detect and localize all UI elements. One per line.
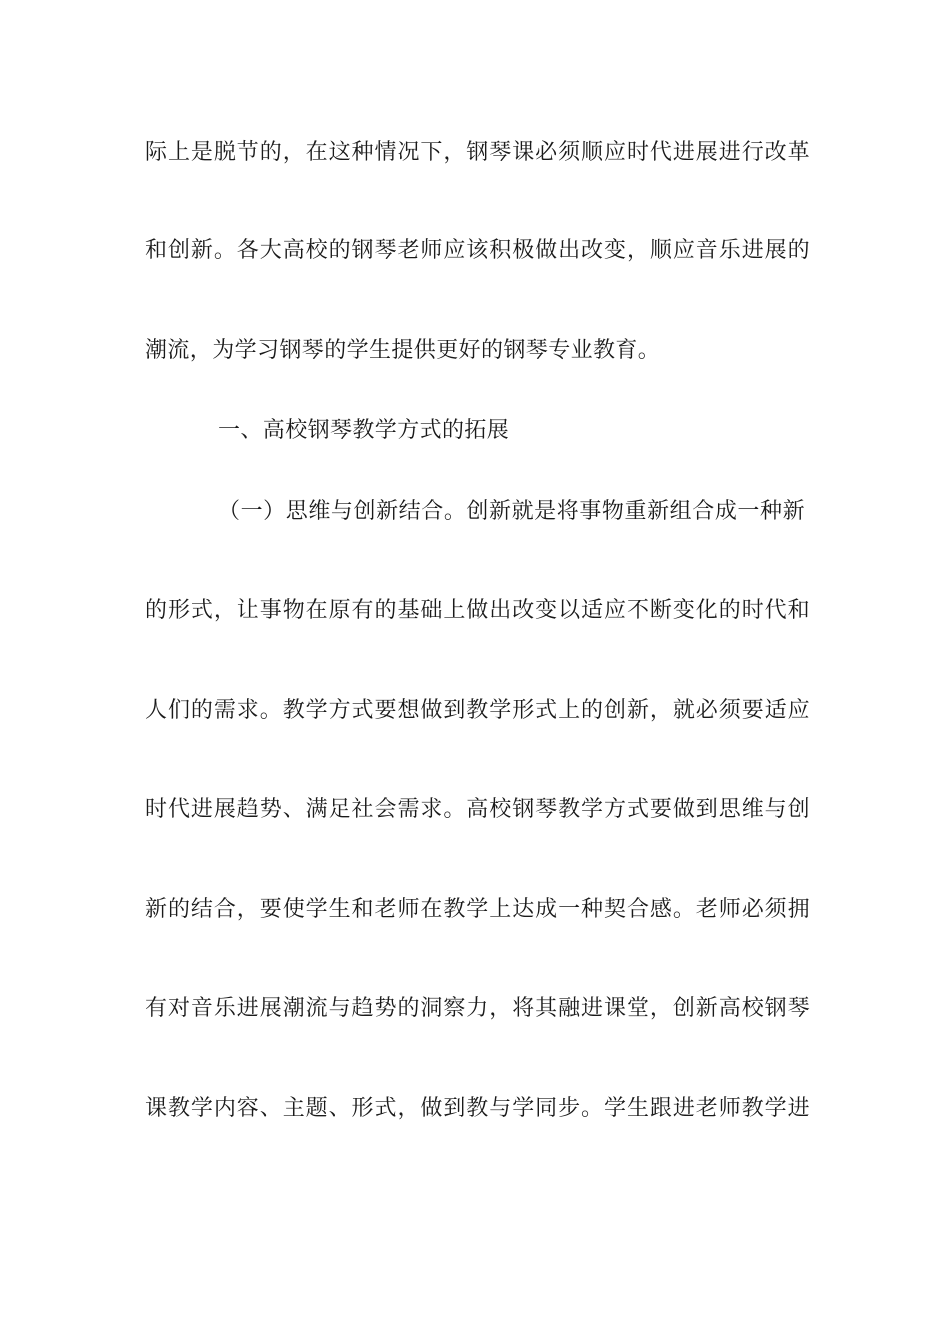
paragraph-line: 课教学内容、主题、形式，做到教与学同步。学生跟进老师教学进	[145, 1096, 810, 1121]
paragraph-line: 时代进展趋势、满足社会需求。高校钢琴教学方式要做到思维与创	[145, 797, 810, 822]
paragraph-line: 新的结合，要使学生和老师在教学上达成一种契合感。老师必须拥	[145, 897, 810, 922]
paragraph-line: 人们的需求。教学方式要想做到教学形式上的创新，就必须要适应	[145, 698, 810, 723]
paragraph-line: 际上是脱节的，在这种情况下，钢琴课必须顺应时代进展进行改革	[145, 140, 810, 165]
subsection-heading-line: （一）思维与创新结合。创新就是将事物重新组合成一种新	[218, 499, 805, 524]
paragraph-line: 的形式，让事物在原有的基础上做出改变以适应不断变化的时代和	[145, 598, 810, 623]
section-heading: 一、高校钢琴教学方式的拓展	[218, 418, 510, 443]
paragraph-line: 有对音乐进展潮流与趋势的洞察力，将其融进课堂，创新高校钢琴	[145, 996, 810, 1021]
paragraph-line: 潮流，为学习钢琴的学生提供更好的钢琴专业教育。	[145, 338, 661, 363]
paragraph-line: 和创新。各大高校的钢琴老师应该积极做出改变，顺应音乐进展的	[145, 238, 810, 263]
